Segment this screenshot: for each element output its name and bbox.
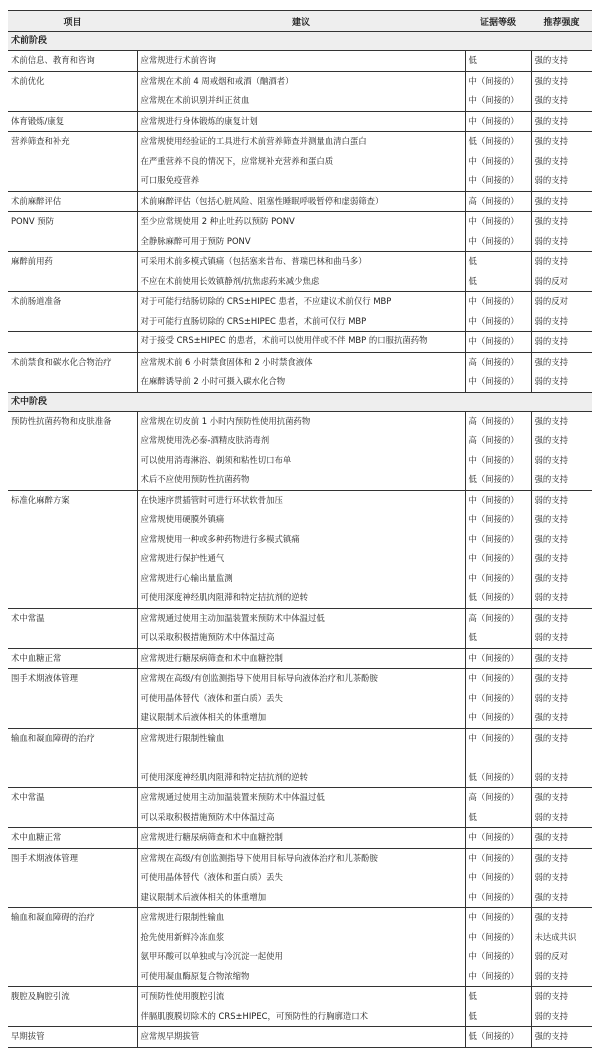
- advice-cell: [137, 648, 465, 669]
- advice-cell: [137, 111, 465, 132]
- evidence-level: 中（间接的）: [468, 712, 519, 722]
- advice-text: 可使用晶体替代（液体和蛋白质）丢失: [140, 872, 283, 882]
- strength-cell: [531, 608, 592, 648]
- strength-cell: [531, 490, 592, 608]
- table-row: [8, 352, 592, 392]
- advice-text: 可使用晶体替代（液体和蛋白质）丢失: [140, 692, 283, 703]
- advice-cell: [137, 71, 465, 111]
- advice-text: 应常规使用硬膜外镇痛: [140, 514, 225, 524]
- evidence-level: 中（间接的）: [468, 872, 519, 882]
- header-item: 项目: [8, 11, 137, 32]
- recommendation-strength: 弱的支持: [534, 771, 568, 782]
- recommendation-strength: 弱的支持: [534, 991, 568, 1001]
- strength-cell: [531, 51, 592, 72]
- table-row: [8, 132, 592, 192]
- evidence-level: 中（间接的）: [468, 75, 519, 86]
- advice-text: 应常规术前 6 小时禁食固体和 2 小时禁食液体: [140, 356, 313, 367]
- evidence-level: 低: [468, 811, 477, 822]
- evidence-level: 中（间接的）: [468, 732, 519, 743]
- evidence-level: 中（间接的）: [468, 533, 519, 544]
- recommendation-strength: 强的支持: [534, 474, 568, 484]
- strength-cell: [531, 111, 592, 132]
- advice-cell: [137, 352, 465, 392]
- item-label: 术中常温: [11, 792, 45, 802]
- section-row: [8, 32, 592, 51]
- advice-text: 在麻醉诱导前 2 小时可摄入碳水化合物: [140, 376, 286, 386]
- evidence-level: 中（间接的）: [468, 336, 519, 346]
- strength-cell: [531, 332, 592, 353]
- recommendation-strength: 强的支持: [534, 115, 568, 126]
- item-cell: [8, 788, 137, 828]
- evidence-cell: [465, 987, 531, 1027]
- advice-text: 可使用凝血酶原复合物浓缩物: [140, 970, 250, 981]
- advice-text: 应常规使用经验证的工具进行术前营养筛查并测量血清白蛋白: [140, 136, 367, 146]
- evidence-cell: [465, 51, 531, 72]
- evidence-level: 中（间接的）: [468, 832, 519, 842]
- advice-text: 可预防性使用腹腔引流: [140, 991, 225, 1001]
- recommendation-strength: 弱的支持: [534, 632, 568, 642]
- header-recommendation-strength: 推荐强度: [531, 11, 592, 32]
- evidence-level: 中（间接的）: [468, 673, 519, 683]
- recommendation-strength: 弱的支持: [534, 336, 568, 346]
- advice-cell: [137, 292, 465, 332]
- advice-cell: [137, 252, 465, 292]
- evidence-level: 中（间接的）: [468, 115, 519, 126]
- table-row: [8, 908, 592, 987]
- item-label: 术前麻醉评估: [11, 195, 62, 206]
- advice-text: 应常规进行限制性输血: [140, 732, 225, 743]
- advice-text: 抢先使用新鲜冷冻血浆: [140, 931, 225, 942]
- advice-text: 应常规进行糖尿病筛查和术中血糖控制: [140, 832, 283, 842]
- advice-cell: [137, 828, 465, 849]
- evidence-level: 中（间接的）: [468, 175, 519, 185]
- evidence-level: 中（间接的）: [468, 514, 519, 524]
- item-label: 营养筛查和补充: [11, 136, 70, 146]
- evidence-level: 中（间接的）: [468, 652, 519, 663]
- strength-cell: [531, 848, 592, 908]
- evidence-level: 低（间接的）: [468, 1031, 519, 1041]
- strength-cell: [531, 987, 592, 1027]
- table-row: [8, 71, 592, 111]
- item-label: 体育锻炼/康复: [11, 115, 65, 126]
- advice-text: 应常规通过使用主动加温装置来预防术中体温过低: [140, 792, 325, 802]
- recommendation-strength: 强的支持: [534, 435, 568, 445]
- evidence-cell: [465, 292, 531, 332]
- recommendation-strength: 弱的支持: [534, 494, 568, 505]
- item-cell: [8, 728, 137, 788]
- table-row: [8, 332, 592, 353]
- evidence-level: 低（间接的）: [468, 474, 519, 484]
- recommendation-strength: 弱的支持: [534, 872, 568, 882]
- table-row: [8, 788, 592, 828]
- table-row: [8, 987, 592, 1027]
- table-row: [8, 51, 592, 72]
- evidence-level: 中（间接的）: [468, 931, 519, 942]
- evidence-level: 中（间接的）: [468, 692, 519, 703]
- table-row: [8, 828, 592, 849]
- advice-text: 应常规使用一种或多种药物进行多模式镇痛: [140, 533, 300, 544]
- advice-cell: [137, 669, 465, 729]
- advice-text: 可使用深度神经肌肉阻滞和特定拮抗剂的逆转: [140, 592, 308, 602]
- item-label: 术前信息、教育和咨询: [11, 55, 95, 65]
- item-cell: [8, 352, 137, 392]
- evidence-cell: [465, 411, 531, 490]
- table-row: [8, 490, 592, 608]
- table-row: [8, 669, 592, 729]
- table-row: [8, 608, 592, 648]
- item-label: 麻醉前用药: [11, 256, 53, 266]
- evidence-level: 高（间接的）: [468, 415, 519, 426]
- evidence-level: 中（间接的）: [468, 891, 519, 902]
- advice-text: 应常规通过使用主动加温装置来预防术中体温过低: [140, 612, 325, 623]
- evidence-level: 中（间接的）: [468, 970, 519, 981]
- item-label: 围手术期液体管理: [11, 852, 78, 863]
- section-title: 术前阶段: [8, 32, 592, 51]
- item-cell: [8, 332, 137, 353]
- evidence-cell: [465, 828, 531, 849]
- item-label: 术前肠道准备: [11, 296, 62, 306]
- evidence-cell: [465, 132, 531, 192]
- item-cell: [8, 490, 137, 608]
- table-header-row: [8, 11, 592, 32]
- item-cell: [8, 212, 137, 252]
- advice-cell: [137, 332, 465, 353]
- item-label: PONV 预防: [11, 216, 55, 226]
- advice-text: 应常规进行心输出量监测: [140, 572, 233, 583]
- recommendation-strength: 强的支持: [534, 95, 568, 105]
- evidence-level: [469, 748, 531, 768]
- evidence-cell: [465, 648, 531, 669]
- item-cell: [8, 252, 137, 292]
- recommendation-strength: 强的支持: [534, 832, 568, 842]
- advice-cell: [137, 490, 465, 608]
- recommendation-strength: 未达成共识: [534, 931, 577, 942]
- advice-text: 可以采取积极措施预防术中体温过高: [140, 632, 275, 642]
- advice-text: 应常规在高级/有创监测指导下使用目标导向液体治疗和儿茶酚胺: [140, 852, 378, 863]
- recommendation-strength: 弱的支持: [534, 235, 568, 246]
- evidence-level: 中（间接的）: [468, 454, 519, 465]
- section-row: [8, 392, 592, 411]
- evidence-level: 低（间接的）: [468, 592, 519, 602]
- recommendation-strength: 强的支持: [534, 216, 568, 226]
- evidence-level: 中（间接的）: [468, 951, 519, 961]
- recommendation-strength: 弱的支持: [534, 376, 568, 386]
- table-row: [8, 191, 592, 212]
- evidence-cell: [465, 669, 531, 729]
- evidence-level: 中（间接的）: [468, 155, 519, 166]
- recommendation-strength: 强的支持: [534, 195, 568, 206]
- table-row: [8, 1027, 592, 1048]
- item-cell: [8, 608, 137, 648]
- table-row: [8, 212, 592, 252]
- advice-text: 应常规进行保护性通气: [140, 553, 225, 563]
- section-title: 术中阶段: [8, 392, 592, 411]
- advice-text: 应常规进行术前咨询: [140, 55, 216, 65]
- advice-text: 术后不应使用预防性抗菌药物: [140, 474, 250, 484]
- item-label: 术中常温: [11, 612, 45, 623]
- advice-cell: [137, 212, 465, 252]
- evidence-cell: [465, 490, 531, 608]
- table-body: [8, 32, 592, 1048]
- recommendation-strength: 强的支持: [534, 356, 568, 367]
- advice-text: 对于可能行直肠切除的 CRS±HIPEC 患者，术前可仅行 MBP: [140, 315, 367, 326]
- recommendation-strength: 强的支持: [534, 136, 568, 146]
- evidence-level: 高（间接的）: [468, 792, 519, 802]
- recommendation-strength: 强的支持: [534, 712, 568, 722]
- evidence-level: 中（间接的）: [468, 494, 519, 505]
- item-label: 早期拔管: [11, 1031, 45, 1041]
- advice-text: 可采用术前多模式镇痛（包括塞来昔布、普瑞巴林和曲马多）: [140, 256, 367, 266]
- evidence-level: 低: [468, 1010, 477, 1021]
- advice-text: 可以采取积极措施预防术中体温过高: [140, 811, 275, 822]
- recommendation-strength: 强的支持: [534, 612, 568, 623]
- advice-text: 建议限制术后液体相关的体重增加: [140, 891, 267, 902]
- advice-text: 应常规在术前识别并纠正贫血: [140, 95, 250, 105]
- recommendation-strength: [535, 748, 593, 768]
- recommendation-strength: 强的支持: [534, 533, 568, 544]
- evidence-level: 中（间接的）: [468, 553, 519, 563]
- evidence-level: 中（间接的）: [468, 572, 519, 583]
- strength-cell: [531, 292, 592, 332]
- item-cell: [8, 191, 137, 212]
- evidence-level: 中（间接的）: [468, 235, 519, 246]
- recommendation-strength: 弱的支持: [534, 256, 568, 266]
- item-cell: [8, 828, 137, 849]
- evidence-level: 中（间接的）: [468, 216, 519, 226]
- evidence-cell: [465, 332, 531, 353]
- item-cell: [8, 71, 137, 111]
- advice-cell: [137, 987, 465, 1027]
- advice-text: 应常规在切皮前 1 小时内预防性使用抗菌药物: [140, 415, 311, 426]
- advice-text: 对于可能行结肠切除的 CRS±HIPEC 患者，不应建议术前仅行 MBP: [140, 296, 392, 306]
- advice-cell: [137, 788, 465, 828]
- table-row: [8, 111, 592, 132]
- strength-cell: [531, 191, 592, 212]
- evidence-level: 中（间接的）: [468, 315, 519, 326]
- strength-cell: [531, 212, 592, 252]
- evidence-cell: [465, 788, 531, 828]
- item-label: 术中血糖正常: [11, 652, 62, 663]
- evidence-level: 低: [468, 275, 477, 286]
- item-cell: [8, 411, 137, 490]
- table-row: [8, 292, 592, 332]
- table-row: [8, 411, 592, 490]
- advice-text: 应常规早期拔管: [140, 1031, 200, 1041]
- evidence-level: 中（间接的）: [468, 296, 519, 306]
- advice-text: 应常规进行身体锻炼的康复计划: [140, 115, 258, 126]
- recommendation-strength: 强的支持: [534, 1031, 568, 1041]
- table-row: [8, 648, 592, 669]
- item-cell: [8, 648, 137, 669]
- advice-text: 应常规在术前 4 周戒烟和戒酒（酗酒者）: [140, 75, 294, 86]
- evidence-level: 高（间接的）: [468, 356, 519, 367]
- item-cell: [8, 111, 137, 132]
- advice-cell: [137, 728, 465, 788]
- recommendation-strength: 弱的反对: [534, 951, 568, 961]
- strength-cell: [531, 132, 592, 192]
- evidence-level: 低: [468, 991, 477, 1001]
- advice-text: 不应在术前使用长效镇静剂/抗焦虑药来减少焦虑: [140, 275, 320, 286]
- item-label: 围手术期液体管理: [11, 673, 78, 683]
- item-label: 术前优化: [11, 75, 45, 86]
- item-label: 术前禁食和碳水化合物治疗: [11, 356, 112, 367]
- item-cell: [8, 132, 137, 192]
- advice-text: 应常规进行限制性输血: [140, 912, 225, 922]
- advice-text: 建议限制术后液体相关的体重增加: [140, 712, 267, 722]
- recommendation-strength: 强的支持: [534, 75, 568, 86]
- advice-cell: [137, 1027, 465, 1048]
- item-cell: [8, 292, 137, 332]
- evidence-cell: [465, 608, 531, 648]
- item-cell: [8, 669, 137, 729]
- advice-cell: [137, 608, 465, 648]
- evidence-cell: [465, 848, 531, 908]
- evidence-cell: [465, 191, 531, 212]
- eras-recommendation-table: [8, 10, 592, 1048]
- table-row: [8, 728, 592, 788]
- evidence-level: 中（间接的）: [468, 912, 519, 922]
- item-label: 输血和凝血障碍的治疗: [11, 912, 95, 922]
- advice-text: 可以使用消毒淋浴、剃须和粘性切口布单: [140, 454, 292, 465]
- item-label: 腹腔及胸腔引流: [11, 991, 70, 1001]
- recommendation-strength: 强的支持: [534, 55, 568, 65]
- recommendation-strength: 弱的支持: [534, 454, 568, 465]
- item-label: 标准化麻醉方案: [11, 494, 70, 505]
- recommendation-strength: 弱的支持: [534, 1010, 568, 1021]
- recommendation-strength: 弱的支持: [534, 970, 568, 981]
- recommendation-strength: 弱的支持: [534, 692, 568, 703]
- recommendation-strength: 弱的反对: [534, 296, 568, 306]
- evidence-cell: [465, 71, 531, 111]
- advice-text: 伴膈肌腹膜切除术的 CRS±HIPEC，可预防性的行胸廓造口术: [140, 1010, 368, 1021]
- item-cell: [8, 848, 137, 908]
- recommendation-strength: 强的支持: [534, 415, 568, 426]
- recommendation-strength: 强的支持: [534, 792, 568, 802]
- strength-cell: [531, 71, 592, 111]
- header-evidence-level: 证据等级: [465, 11, 531, 32]
- recommendation-strength: 强的支持: [534, 514, 568, 524]
- recommendation-strength: 强的支持: [534, 572, 568, 583]
- advice-text: 至少应常规使用 2 种止吐药以预防 PONV: [140, 216, 295, 226]
- item-label: 输血和凝血障碍的治疗: [11, 732, 95, 743]
- evidence-level: 中（间接的）: [468, 376, 519, 386]
- evidence-cell: [465, 728, 531, 788]
- advice-text: [141, 748, 465, 768]
- advice-text: 术前麻醉评估（包括心脏风险、阻塞性睡眠呼吸暂停和虚弱筛查）: [140, 195, 384, 206]
- item-cell: [8, 908, 137, 987]
- recommendation-strength: 弱的支持: [534, 175, 568, 185]
- advice-text: 全静脉麻醉可用于预防 PONV: [140, 235, 251, 246]
- evidence-level: 高（间接的）: [468, 195, 519, 206]
- evidence-level: 中（间接的）: [468, 95, 519, 105]
- advice-cell: [137, 51, 465, 72]
- recommendation-strength: 强的支持: [534, 891, 568, 902]
- item-label: 术中血糖正常: [11, 832, 62, 842]
- advice-text: 应常规使用洗必泰-酒精皮肤消毒剂: [140, 435, 270, 445]
- evidence-level: 高（间接的）: [468, 612, 519, 623]
- item-label: 预防性抗菌药物和皮肤准备: [11, 415, 112, 426]
- evidence-cell: [465, 111, 531, 132]
- table-row: [8, 848, 592, 908]
- strength-cell: [531, 788, 592, 828]
- evidence-level: 中（间接的）: [468, 852, 519, 863]
- recommendation-strength: 弱的支持: [534, 592, 568, 602]
- evidence-level: 低: [468, 256, 477, 266]
- recommendation-strength: 弱的支持: [534, 811, 568, 822]
- strength-cell: [531, 648, 592, 669]
- strength-cell: [531, 1027, 592, 1048]
- strength-cell: [531, 411, 592, 490]
- evidence-cell: [465, 908, 531, 987]
- recommendation-strength: 强的支持: [534, 652, 568, 663]
- table-row: [8, 252, 592, 292]
- item-cell: [8, 987, 137, 1027]
- evidence-level: 高（间接的）: [468, 435, 519, 445]
- evidence-level: 低: [468, 55, 477, 65]
- header-advice: 建议: [137, 11, 465, 32]
- advice-cell: [137, 848, 465, 908]
- strength-cell: [531, 728, 592, 788]
- strength-cell: [531, 908, 592, 987]
- advice-text: 在快速序贯插管时可进行环状软骨加压: [140, 494, 283, 505]
- recommendation-strength: 强的支持: [534, 155, 568, 166]
- evidence-cell: [465, 352, 531, 392]
- item-cell: [8, 51, 137, 72]
- evidence-cell: [465, 252, 531, 292]
- strength-cell: [531, 669, 592, 729]
- advice-text: 可使用深度神经肌肉阻滞和特定拮抗剂的逆转: [140, 771, 308, 782]
- advice-text: 氨甲环酸可以单独或与冷沉淀一起使用: [140, 951, 283, 961]
- recommendation-strength: 弱的反对: [534, 275, 568, 286]
- advice-cell: [137, 411, 465, 490]
- evidence-cell: [465, 212, 531, 252]
- advice-text: 应常规进行糖尿病筛查和术中血糖控制: [140, 652, 283, 663]
- item-cell: [8, 1027, 137, 1048]
- advice-cell: [137, 132, 465, 192]
- strength-cell: [531, 252, 592, 292]
- recommendation-strength: 强的支持: [534, 852, 568, 863]
- recommendation-strength: 弱的支持: [534, 315, 568, 326]
- recommendation-strength: 强的支持: [534, 673, 568, 683]
- recommendation-strength: 强的支持: [534, 912, 568, 922]
- advice-cell: [137, 191, 465, 212]
- advice-text: 可口服免疫营养: [140, 175, 200, 185]
- recommendation-strength: 强的支持: [534, 732, 568, 743]
- evidence-level: 低（间接的）: [468, 771, 519, 782]
- advice-text: 对于接受 CRS±HIPEC 的患者，术前可以使用伴或不伴 MBP 的口服抗菌药物: [140, 335, 428, 345]
- advice-text: 在严重营养不良的情况下，应常规补充营养和蛋白质: [140, 155, 334, 166]
- strength-cell: [531, 828, 592, 849]
- advice-cell: [137, 908, 465, 987]
- recommendation-strength: 强的支持: [534, 553, 568, 563]
- evidence-level: 低: [468, 632, 477, 642]
- advice-text: 应常规在高级/有创监测指导下使用目标导向液体治疗和儿茶酚胺: [140, 673, 378, 683]
- evidence-level: 低（间接的）: [468, 136, 519, 146]
- strength-cell: [531, 352, 592, 392]
- evidence-cell: [465, 1027, 531, 1048]
